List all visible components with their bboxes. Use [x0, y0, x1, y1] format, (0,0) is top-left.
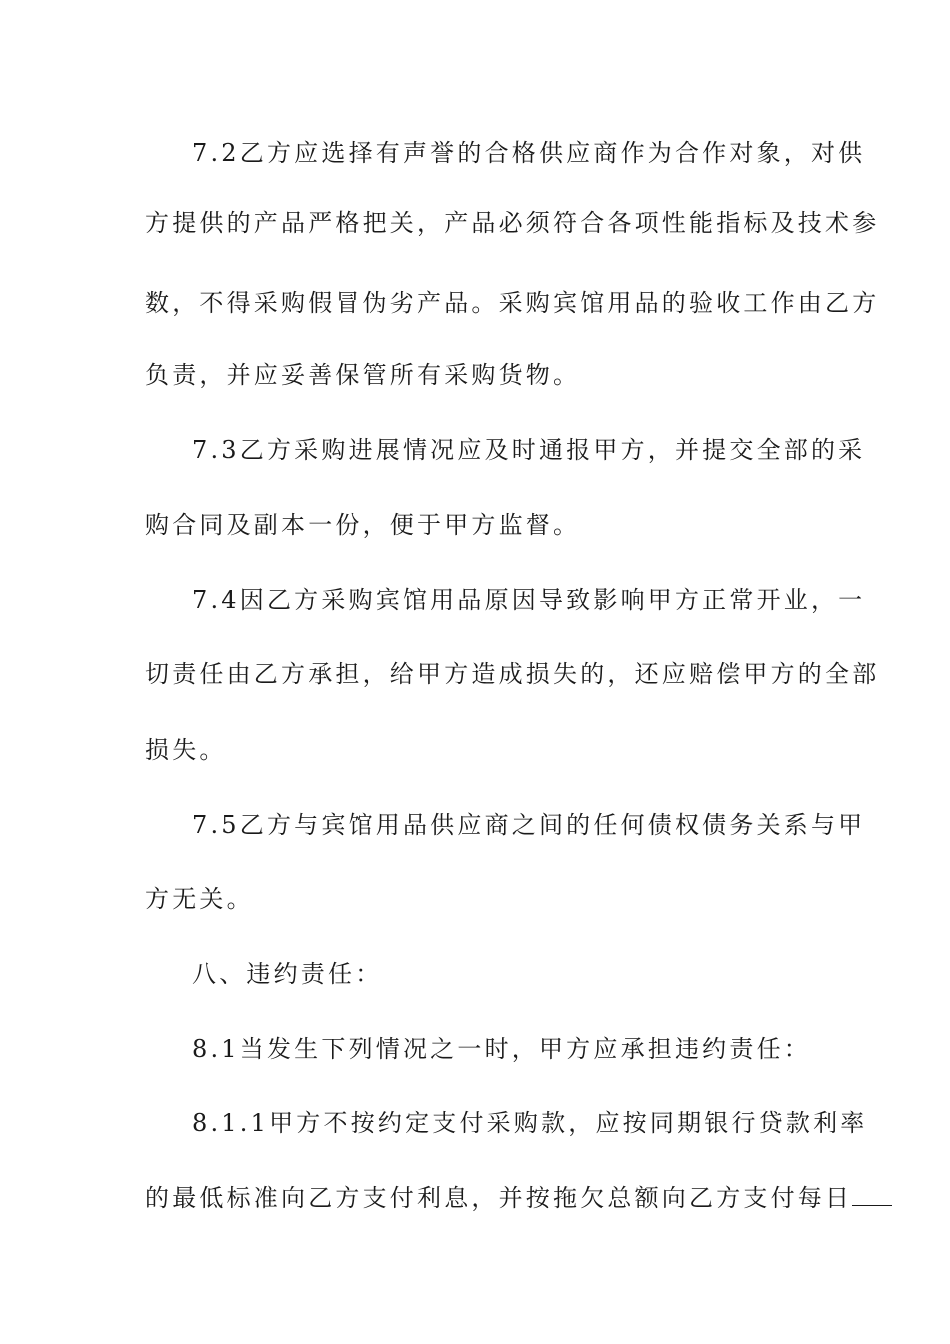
- clause-7-3-line-2: 购合同及副本一份，便于甲方监督。: [145, 511, 581, 539]
- clause-7-3-line-1: 7.3乙方采购进展情况应及时通报甲方，并提交全部的采: [192, 436, 866, 464]
- clause-8-1-1-line-1: 8.1.1甲方不按约定支付采购款，应按同期银行贷款利率: [192, 1109, 868, 1137]
- clause-7-5-line-2: 方无关。: [145, 885, 254, 913]
- clause-7-2-line-3: 数，不得采购假冒伪劣产品。采购宾馆用品的验收工作由乙方: [145, 289, 880, 317]
- clause-8-1-1-line-2-text: 的最低标准向乙方支付利息，并按拖欠总额向乙方支付每日: [145, 1184, 853, 1212]
- fill-in-blank: [852, 1183, 892, 1206]
- clause-7-2-line-4: 负责，并应妥善保管所有采购货物。: [145, 361, 581, 389]
- clause-7-2-line-2: 方提供的产品严格把关，产品必须符合各项性能指标及技术参: [145, 209, 880, 237]
- clause-8-1: 8.1当发生下列情况之一时，甲方应承担违约责任：: [192, 1035, 811, 1063]
- clause-7-5-line-1: 7.5乙方与宾馆用品供应商之间的任何债权债务关系与甲: [192, 811, 866, 839]
- clause-7-4-line-3: 损失。: [145, 736, 227, 764]
- section-8-heading: 八、违约责任：: [192, 960, 383, 988]
- clause-8-1-1-line-2: [145, 1178, 853, 1218]
- clause-7-4-line-1: 7.4因乙方采购宾馆用品原因导致影响甲方正常开业，一: [192, 586, 866, 614]
- clause-7-4-line-2: 切责任由乙方承担，给甲方造成损失的，还应赔偿甲方的全部: [145, 660, 880, 688]
- clause-7-2-line-1: 7.2乙方应选择有声誉的合格供应商作为合作对象，对供: [192, 139, 866, 167]
